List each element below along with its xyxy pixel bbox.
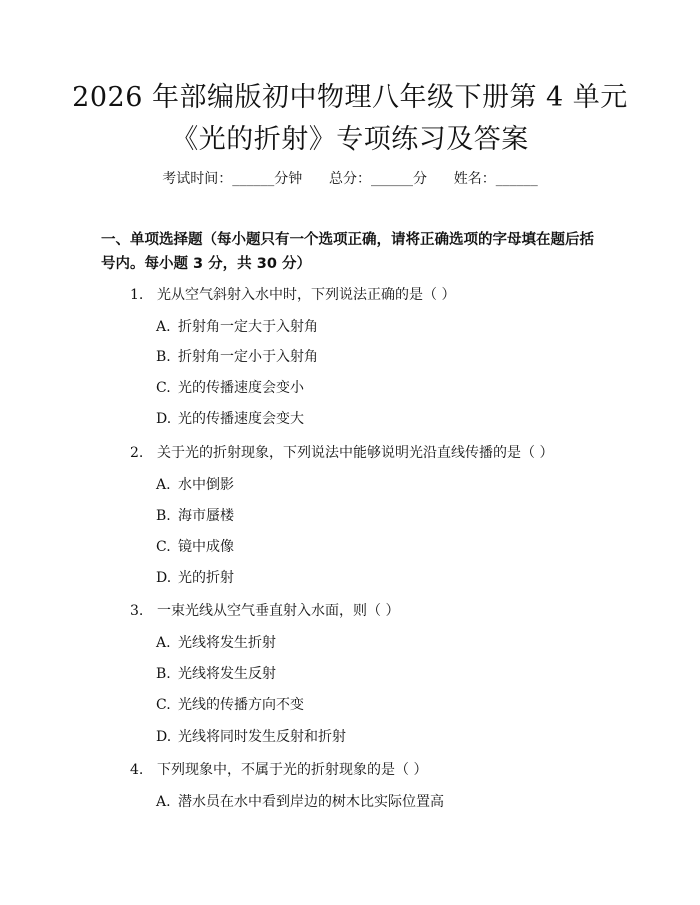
option-text: 镜中成像 <box>178 539 234 555</box>
option-letter: B. <box>156 666 171 682</box>
question-1 <box>130 284 455 304</box>
question-text: 光从空气斜射入水中时，下列说法正确的是（ ） <box>157 287 456 303</box>
q3-option-c <box>156 694 304 714</box>
q1-option-b <box>156 346 318 366</box>
option-text: 光线的传播方向不变 <box>178 697 304 713</box>
question-number: 2. <box>130 445 144 461</box>
question-number: 4. <box>130 762 144 778</box>
option-letter: D. <box>156 411 172 427</box>
option-letter: A. <box>156 794 171 810</box>
title-line-2: 《光的折射》专项练习及答案 <box>171 124 529 155</box>
option-text: 光的传播速度会变小 <box>178 380 304 396</box>
option-text: 折射角一定小于入射角 <box>178 349 318 365</box>
question-text: 一束光线从空气垂直射入水面，则（ ） <box>157 603 400 619</box>
q3-option-a <box>156 632 276 652</box>
section-heading: 一、单项选择题（每小题只有一个选项正确，请将正确选项的字母填在题后括号内。每小题 3 分，共 30 分） <box>101 232 594 272</box>
q2-option-b <box>156 505 234 525</box>
option-letter: D. <box>156 570 172 586</box>
option-letter: A. <box>156 319 171 335</box>
option-letter: B. <box>156 349 171 365</box>
option-letter: D. <box>156 729 172 745</box>
question-text: 关于光的折射现象，下列说法中能够说明光沿直线传播的是（ ） <box>157 445 554 461</box>
option-text: 光的传播速度会变大 <box>178 411 304 427</box>
option-text: 光线将发生反射 <box>178 666 276 682</box>
q3-option-b <box>156 663 276 683</box>
option-text: 光线将同时发生反射和折射 <box>178 729 346 745</box>
q2-option-c <box>156 536 234 556</box>
exam-meta: 考试时间：______分钟 总分：______分 姓名：______ <box>162 171 538 187</box>
option-letter: C. <box>156 697 171 713</box>
option-text: 海市蜃楼 <box>178 508 234 524</box>
option-letter: A. <box>156 477 171 493</box>
title-line-1: 2026 年部编版初中物理八年级下册第 4 单元 <box>72 82 628 113</box>
option-letter: C. <box>156 539 171 555</box>
option-text: 光线将发生折射 <box>178 635 276 651</box>
question-number: 1. <box>130 287 144 303</box>
q2-option-a <box>156 474 234 494</box>
option-letter: B. <box>156 508 171 524</box>
question-4 <box>130 759 427 779</box>
option-text: 光的折射 <box>178 570 234 586</box>
q1-option-c <box>156 377 304 397</box>
q1-option-d <box>156 408 304 428</box>
question-3 <box>130 600 399 620</box>
question-number: 3. <box>130 603 144 619</box>
option-text: 潜水员在水中看到岸边的树木比实际位置高 <box>178 794 444 810</box>
q4-option-a <box>156 791 444 811</box>
q1-option-a <box>156 316 318 336</box>
q2-option-d <box>156 567 234 587</box>
option-letter: C. <box>156 380 171 396</box>
option-text: 折射角一定大于入射角 <box>178 319 318 335</box>
question-2 <box>130 442 553 462</box>
option-text: 水中倒影 <box>178 477 234 493</box>
option-letter: A. <box>156 635 171 651</box>
question-text: 下列现象中，不属于光的折射现象的是（ ） <box>157 762 428 778</box>
q3-option-d <box>156 726 346 746</box>
